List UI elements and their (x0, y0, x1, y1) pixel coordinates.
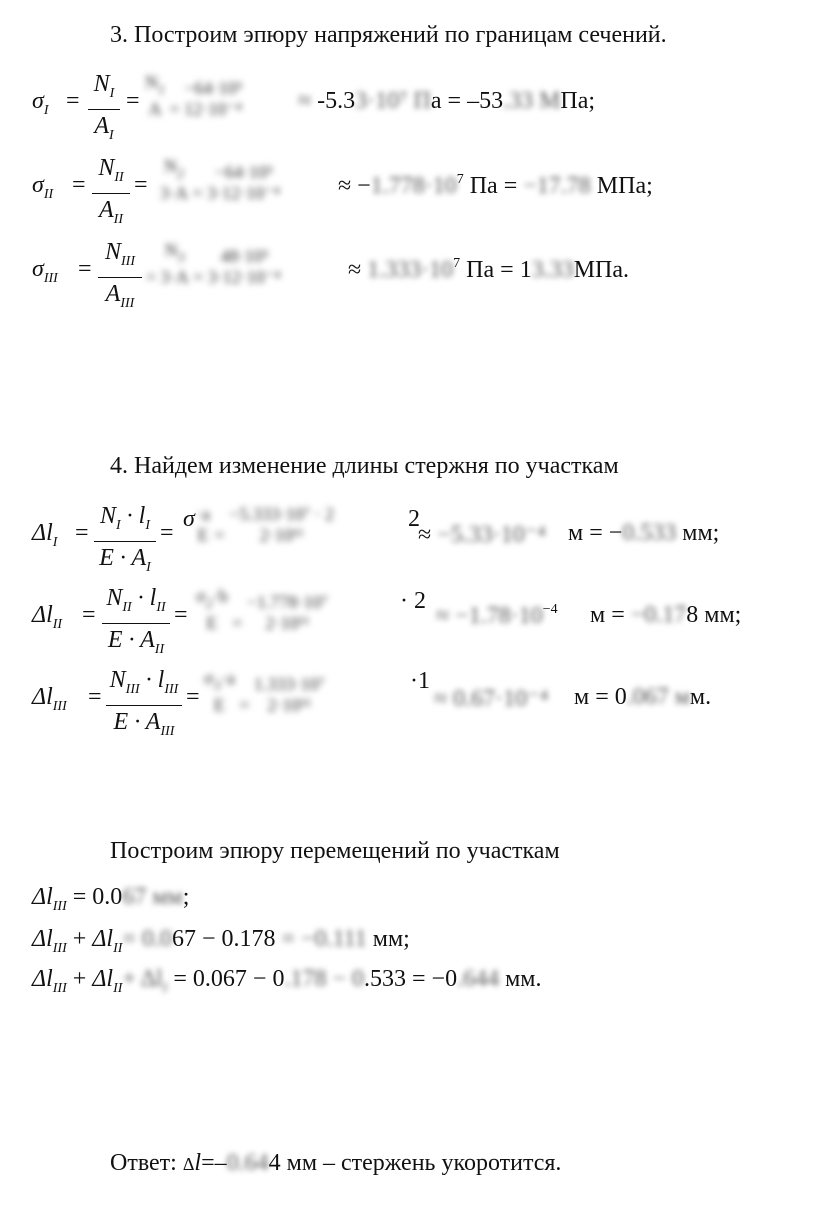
fraction-n-over-a-1: $N_I$ $A_I$ (88, 70, 120, 150)
equals-sign: = (72, 172, 86, 198)
equals-sign: = (186, 684, 200, 710)
elongation-approx-1: ≈ −5.33·10⁻⁴ (418, 522, 546, 548)
fraction-nl-over-ea-3: $N_{III} \cdot l_{III}$ $E \cdot A_{III}$ (106, 666, 182, 746)
elongation-tail-3: ·1 (410, 668, 430, 694)
stress-approx-3: ≈ $1.333\cdot 10^7$ Па = 13.33МПа. (348, 256, 630, 283)
fraction-n-over-a-2: $N_{II}$ $A_{II}$ (92, 154, 130, 234)
sigma-1: $\sigma_I$ (32, 88, 49, 118)
delta-l-1: $\Delta l_I$ (32, 520, 58, 550)
displacement-line-1: $\Delta l_{III} = 0.067$ мм; (32, 884, 190, 914)
delta-l-3: $\Delta l_{III}$ (32, 684, 67, 714)
stress-approx-1: ≈ -5.33·10⁷ Па = –53.33 МПа; (298, 88, 596, 114)
stress-approx-2: ≈ $-1.778\cdot 10^7$ Па = −17.78 МПа; (338, 172, 653, 199)
blurred-fraction: $\sigma_2\cdot b$ E = −1.778·10⁷ 2·10¹¹ (196, 586, 328, 633)
section-3-heading: 3. Построим эпюру напряжений по границам сечений. (110, 22, 667, 48)
elongation-tail-2: · 2 (400, 588, 426, 614)
equals-sign: = (82, 602, 96, 628)
elongation-result-1: м = −0.533 мм; (568, 520, 720, 546)
blurred-fraction: $N_2$ 3·A = −64·10³ 3·12·10⁻⁴ (160, 156, 280, 203)
displacement-line-2: $\Delta l_{III} + \Delta l_{II}= 0.067 - 0.178 = -0.111$ мм; (32, 926, 410, 956)
section-4-heading: 4. Найдем изменение длины стержня по участкам (110, 453, 619, 479)
fraction-nl-over-ea-1: $N_I \cdot l_I$ $E \cdot A_I$ (94, 502, 156, 582)
blurred-fraction: ·a E = −5.333·10⁷ · 2 2·10¹¹ (196, 504, 335, 545)
elongation-result-2: м = −0.178 мм; (590, 602, 742, 628)
blurred-fraction: $\sigma_3\cdot a$ E = 1.333·10⁷ 2·10¹¹ (204, 668, 325, 715)
equals-sign: = (88, 684, 102, 710)
blurred-fraction: $N_1$ A = −64·10³ 12·10⁻⁴ (145, 72, 242, 119)
elongation-approx-2: ≈ $-1.78\cdot 10^{-4}$ (436, 602, 558, 629)
fraction-n-over-a-3: $N_{III}$ $A_{III}$ (98, 238, 142, 318)
sigma-3: $\sigma_{III}$ (32, 256, 58, 286)
equals-sign: = (75, 520, 89, 546)
equals-sign: = (134, 172, 148, 198)
sigma-2: $\sigma_{II}$ (32, 172, 54, 202)
fraction-nl-over-ea-2: $N_{II} \cdot l_{II}$ $E \cdot A_{II}$ (102, 584, 170, 664)
section-5-heading: Построим эпюру перемещений по участкам (110, 838, 560, 864)
blurred-fraction: = $N_3$ 3·A = 48·10³ 3·12·10⁻⁴ (146, 240, 281, 287)
elongation-result-3: м = 0.067 мм. (574, 684, 712, 710)
equals-sign: = (78, 256, 92, 282)
sigma-symbol: σ (183, 506, 195, 532)
equals-sign: = (126, 88, 140, 114)
displacement-line-3: $\Delta l_{III} + \Delta l_{II}+ \Delta l_I = 0.067 - 0.178 - 0.533 = -0.644$ мм. (32, 966, 542, 996)
delta-l-2: $\Delta l_{II}$ (32, 602, 63, 632)
elongation-tail-1: 2 (408, 506, 420, 532)
equals-sign: = (160, 520, 174, 546)
answer-line: Ответ: Δl=–0.644 мм – стержень укоротится. (110, 1150, 562, 1176)
equals-sign: = (174, 602, 188, 628)
equals-sign: = (66, 88, 80, 114)
elongation-approx-3: ≈ 0.67·10⁻⁴ (434, 686, 549, 712)
